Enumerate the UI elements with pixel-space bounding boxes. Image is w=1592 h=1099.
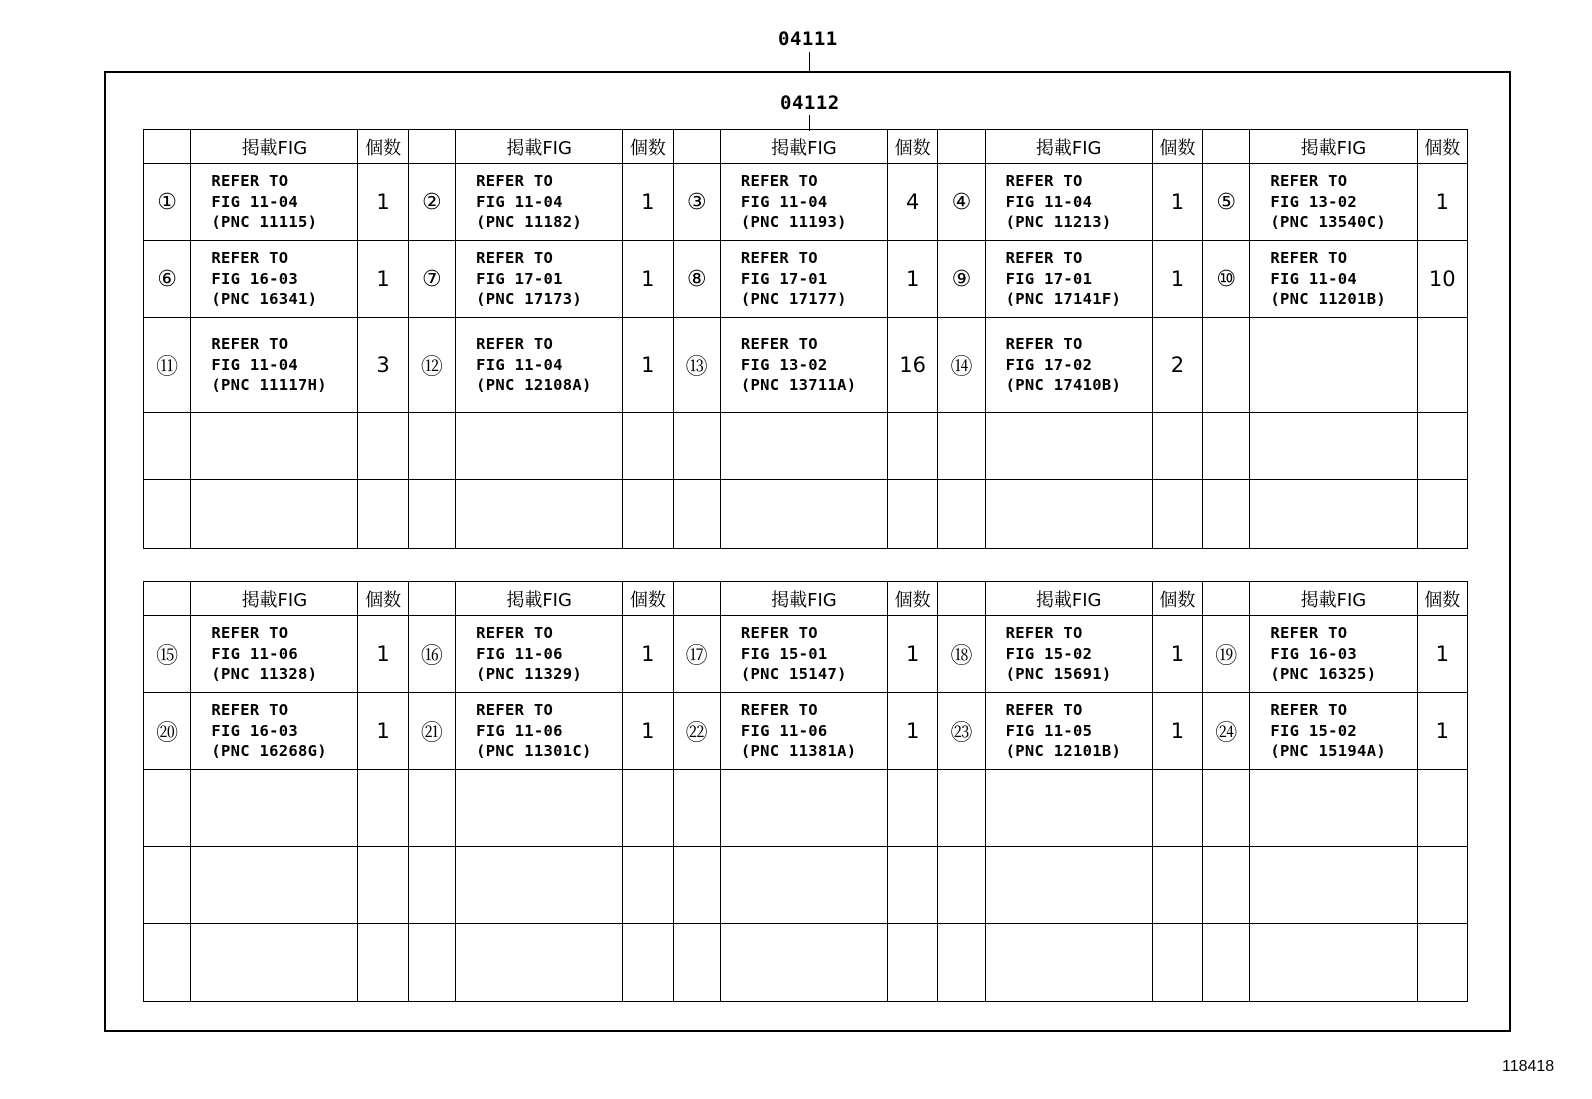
fig-header-cell: 掲載FIG: [985, 130, 1152, 164]
reference-text-line: FIG 11-06: [211, 644, 298, 663]
table-row: [144, 693, 1468, 770]
fig-reference-cell: [720, 241, 887, 318]
fig-reference-cell: [1250, 693, 1417, 770]
number-header-cell: [673, 582, 720, 616]
reference-text-line: (PNC 15147): [740, 665, 847, 684]
reference-text-line: FIG 13-02: [740, 355, 828, 374]
fig-reference-cell: [1250, 847, 1417, 924]
quantity-cell: [887, 924, 937, 1002]
fig-reference-cell: [1250, 164, 1417, 241]
item-number-cell: ⑤: [1203, 164, 1250, 241]
item-number-cell: ④: [938, 164, 985, 241]
quantity-cell: 1: [358, 241, 408, 318]
fig-header-cell: 掲載FIG: [1250, 130, 1417, 164]
item-number-cell: [144, 847, 191, 924]
reference-text-line: FIG 11-04: [211, 355, 298, 374]
item-number-cell: ⑩: [1203, 241, 1250, 318]
document-number: 118418: [1502, 1058, 1555, 1075]
item-number-cell: [673, 480, 720, 549]
reference-text-line: (PNC 17141F): [1005, 290, 1122, 309]
reference-text-line: (PNC 11117H): [211, 376, 327, 395]
reference-text-line: (PNC 16325): [1270, 665, 1377, 684]
fig-reference-cell: [1250, 480, 1417, 549]
reference-text-line: FIG 16-03: [1270, 644, 1358, 663]
fig-reference-cell: [985, 693, 1152, 770]
number-header-cell: [938, 130, 985, 164]
quantity-cell: [1417, 847, 1468, 924]
fig-reference-cell: [1250, 241, 1417, 318]
table-row: [144, 413, 1468, 480]
fig-reference-cell: [985, 318, 1152, 413]
qty-header-cell: 個数: [358, 582, 408, 616]
subassembly-number-label: 04112: [780, 92, 840, 114]
quantity-cell: [1152, 847, 1202, 924]
qty-header-cell: 個数: [623, 130, 673, 164]
reference-text-line: FIG 11-04: [1270, 269, 1358, 288]
number-header-cell: [1203, 130, 1250, 164]
assembly-number-label: 04111: [778, 28, 838, 50]
fig-reference-cell: [720, 318, 887, 413]
fig-reference-cell: [456, 924, 623, 1002]
quantity-cell: [623, 924, 673, 1002]
fig-reference-cell: [1250, 318, 1417, 413]
item-number-cell: [144, 924, 191, 1002]
fig-reference-cell: [191, 693, 358, 770]
reference-text-line: REFER TO: [211, 172, 289, 191]
item-number-cell: [938, 480, 985, 549]
quantity-cell: 1: [623, 241, 673, 318]
fig-reference-cell: [985, 770, 1152, 847]
item-number-cell: ⑪: [144, 318, 191, 413]
quantity-cell: 1: [623, 164, 673, 241]
quantity-cell: [1417, 924, 1468, 1002]
reference-text-line: (PNC 16268G): [211, 742, 327, 761]
fig-reference-cell: [720, 924, 887, 1002]
fig-header-cell: 掲載FIG: [1250, 582, 1417, 616]
fig-reference-cell: [191, 847, 358, 924]
fig-reference-cell: [985, 616, 1152, 693]
fig-reference-cell: [720, 413, 887, 480]
item-number-cell: ⑮: [144, 616, 191, 693]
quantity-cell: 1: [1417, 164, 1468, 241]
item-number-cell: [673, 924, 720, 1002]
reference-text-line: REFER TO: [1270, 624, 1348, 643]
reference-text-line: (PNC 12101B): [1005, 742, 1122, 761]
fig-header-cell: 掲載FIG: [720, 130, 887, 164]
reference-text-line: (PNC 17177): [740, 290, 847, 309]
table-header-row: [144, 582, 1468, 616]
item-number-cell: ⑰: [673, 616, 720, 693]
reference-text-line: FIG 15-01: [740, 644, 828, 663]
fig-reference-cell: [191, 616, 358, 693]
reference-text-line: FIG 11-04: [740, 192, 828, 211]
quantity-cell: 1: [1417, 616, 1468, 693]
quantity-cell: [358, 770, 408, 847]
reference-text-line: REFER TO: [211, 624, 289, 643]
reference-text-line: REFER TO: [740, 335, 818, 354]
table-row: [144, 241, 1468, 318]
fig-reference-cell: [456, 847, 623, 924]
reference-text-line: FIG 15-02: [1270, 721, 1358, 740]
quantity-cell: [1417, 770, 1468, 847]
item-number-cell: [408, 847, 455, 924]
item-number-cell: [673, 413, 720, 480]
reference-text-line: (PNC 15194A): [1270, 742, 1386, 761]
quantity-cell: 16: [887, 318, 937, 413]
reference-text-line: REFER TO: [740, 701, 818, 720]
item-number-cell: ⑧: [673, 241, 720, 318]
fig-reference-cell: [456, 693, 623, 770]
qty-header-cell: 個数: [623, 582, 673, 616]
item-number-cell: ⑯: [408, 616, 455, 693]
fig-reference-cell: [456, 318, 623, 413]
quantity-cell: 1: [1152, 616, 1202, 693]
reference-text-line: REFER TO: [211, 335, 289, 354]
fig-reference-cell: [191, 924, 358, 1002]
quantity-cell: 1: [623, 318, 673, 413]
qty-header-cell: 個数: [1417, 582, 1468, 616]
reference-text-line: (PNC 11301C): [476, 742, 592, 761]
reference-text-line: FIG 11-05: [1005, 721, 1093, 740]
table-row: [144, 480, 1468, 549]
item-number-cell: [673, 770, 720, 847]
reference-text-line: (PNC 11201B): [1270, 290, 1386, 309]
reference-text-line: FIG 17-01: [1005, 269, 1093, 288]
item-number-cell: [1203, 480, 1250, 549]
reference-text-line: FIG 11-04: [1005, 192, 1093, 211]
fig-reference-cell: [191, 241, 358, 318]
quantity-cell: 1: [887, 616, 937, 693]
item-number-cell: [938, 770, 985, 847]
reference-text-line: REFER TO: [1005, 701, 1083, 720]
reference-text-line: REFER TO: [211, 701, 289, 720]
item-number-cell: [408, 770, 455, 847]
fig-reference-cell: [456, 164, 623, 241]
item-number-cell: [408, 413, 455, 480]
qty-header-cell: 個数: [358, 130, 408, 164]
quantity-cell: 1: [1417, 693, 1468, 770]
item-number-cell: [938, 413, 985, 480]
fig-reference-cell: [985, 480, 1152, 549]
leader-line: [809, 52, 810, 72]
fig-reference-cell: [191, 318, 358, 413]
fig-reference-cell: [720, 847, 887, 924]
reference-text-line: REFER TO: [1270, 249, 1348, 268]
fig-reference-cell: [456, 413, 623, 480]
fig-reference-cell: [456, 616, 623, 693]
item-number-cell: ⑦: [408, 241, 455, 318]
item-number-cell: [1203, 318, 1250, 413]
reference-text-line: REFER TO: [476, 249, 554, 268]
table-row: [144, 164, 1468, 241]
item-number-cell: [1203, 413, 1250, 480]
table-row: [144, 924, 1468, 1002]
fig-header-cell: 掲載FIG: [456, 582, 623, 616]
fig-reference-cell: [456, 480, 623, 549]
reference-text-line: FIG 17-02: [1005, 355, 1093, 374]
quantity-cell: 1: [623, 616, 673, 693]
reference-text-line: REFER TO: [476, 701, 554, 720]
reference-table-lower: [143, 581, 1468, 1002]
reference-text-line: (PNC 12108A): [476, 376, 592, 395]
fig-reference-cell: [720, 164, 887, 241]
reference-text-line: REFER TO: [1005, 249, 1083, 268]
item-number-cell: [1203, 770, 1250, 847]
table-row: [144, 616, 1468, 693]
reference-text-line: FIG 11-06: [476, 721, 563, 740]
quantity-cell: 1: [887, 241, 937, 318]
table-header-row: [144, 130, 1468, 164]
qty-header-cell: 個数: [887, 582, 937, 616]
item-number-cell: ㉑: [408, 693, 455, 770]
qty-header-cell: 個数: [1417, 130, 1468, 164]
fig-reference-cell: [456, 770, 623, 847]
quantity-cell: [1152, 480, 1202, 549]
quantity-cell: [1152, 413, 1202, 480]
reference-text-line: FIG 11-06: [740, 721, 828, 740]
reference-text-line: FIG 16-03: [211, 269, 298, 288]
fig-reference-cell: [985, 924, 1152, 1002]
item-number-cell: [673, 847, 720, 924]
number-header-cell: [408, 582, 455, 616]
fig-reference-cell: [191, 164, 358, 241]
fig-reference-cell: [191, 770, 358, 847]
fig-reference-cell: [720, 770, 887, 847]
item-number-cell: ㉔: [1203, 693, 1250, 770]
item-number-cell: [1203, 924, 1250, 1002]
quantity-cell: [1152, 770, 1202, 847]
quantity-cell: 1: [623, 693, 673, 770]
quantity-cell: [1417, 318, 1468, 413]
quantity-cell: 4: [887, 164, 937, 241]
fig-header-cell: 掲載FIG: [720, 582, 887, 616]
reference-text-line: (PNC 11115): [211, 213, 318, 232]
fig-reference-cell: [720, 480, 887, 549]
table-row: [144, 770, 1468, 847]
reference-text-line: FIG 11-06: [476, 644, 563, 663]
fig-reference-cell: [1250, 413, 1417, 480]
fig-reference-cell: [985, 413, 1152, 480]
item-number-cell: ⑲: [1203, 616, 1250, 693]
quantity-cell: [1417, 480, 1468, 549]
fig-reference-cell: [191, 413, 358, 480]
reference-text-line: FIG 17-01: [740, 269, 828, 288]
fig-header-cell: 掲載FIG: [985, 582, 1152, 616]
quantity-cell: [1417, 413, 1468, 480]
quantity-cell: [623, 847, 673, 924]
item-number-cell: ⑳: [144, 693, 191, 770]
fig-reference-cell: [1250, 616, 1417, 693]
quantity-cell: [358, 847, 408, 924]
quantity-cell: [887, 847, 937, 924]
number-header-cell: [673, 130, 720, 164]
item-number-cell: [1203, 847, 1250, 924]
quantity-cell: [623, 480, 673, 549]
reference-text-line: REFER TO: [740, 624, 818, 643]
reference-text-line: REFER TO: [1005, 624, 1083, 643]
fig-header-cell: 掲載FIG: [191, 582, 358, 616]
reference-text-line: FIG 15-02: [1005, 644, 1093, 663]
reference-text-line: FIG 11-04: [211, 192, 298, 211]
reference-text-line: (PNC 11193): [740, 213, 847, 232]
fig-reference-cell: [985, 164, 1152, 241]
reference-text-line: REFER TO: [476, 172, 554, 191]
reference-text-line: (PNC 17410B): [1005, 376, 1122, 395]
item-number-cell: [144, 770, 191, 847]
reference-text-line: REFER TO: [211, 249, 289, 268]
reference-text-line: (PNC 11328): [211, 665, 318, 684]
reference-text-line: FIG 13-02: [1270, 192, 1358, 211]
reference-text-line: (PNC 11213): [1005, 213, 1112, 232]
reference-text-line: (PNC 15691): [1005, 665, 1112, 684]
number-header-cell: [938, 582, 985, 616]
item-number-cell: [144, 480, 191, 549]
item-number-cell: ㉓: [938, 693, 985, 770]
qty-header-cell: 個数: [1152, 130, 1202, 164]
reference-text-line: REFER TO: [1270, 701, 1348, 720]
reference-text-line: (PNC 11182): [476, 213, 583, 232]
reference-text-line: (PNC 17173): [476, 290, 583, 309]
item-number-cell: [144, 413, 191, 480]
number-header-cell: [144, 130, 191, 164]
fig-reference-cell: [985, 847, 1152, 924]
reference-text-line: (PNC 13540C): [1270, 213, 1386, 232]
number-header-cell: [1203, 582, 1250, 616]
table-row: [144, 318, 1468, 413]
reference-text-line: (PNC 13711A): [740, 376, 857, 395]
item-number-cell: ⑥: [144, 241, 191, 318]
reference-text-line: REFER TO: [740, 249, 818, 268]
item-number-cell: ⑫: [408, 318, 455, 413]
fig-header-cell: 掲載FIG: [456, 130, 623, 164]
item-number-cell: ⑨: [938, 241, 985, 318]
item-number-cell: [408, 924, 455, 1002]
reference-text-line: FIG 11-04: [476, 192, 563, 211]
quantity-cell: [358, 413, 408, 480]
quantity-cell: [358, 480, 408, 549]
reference-text-line: FIG 17-01: [476, 269, 563, 288]
fig-reference-cell: [720, 616, 887, 693]
item-number-cell: ③: [673, 164, 720, 241]
item-number-cell: [938, 847, 985, 924]
quantity-cell: 1: [1152, 241, 1202, 318]
reference-text-line: FIG 11-04: [476, 355, 563, 374]
quantity-cell: 2: [1152, 318, 1202, 413]
quantity-cell: 10: [1417, 241, 1468, 318]
reference-table-upper: [143, 129, 1468, 549]
number-header-cell: [408, 130, 455, 164]
number-header-cell: [144, 582, 191, 616]
reference-text-line: REFER TO: [476, 335, 554, 354]
quantity-cell: [623, 413, 673, 480]
quantity-cell: [887, 480, 937, 549]
item-number-cell: ⑬: [673, 318, 720, 413]
quantity-cell: [623, 770, 673, 847]
reference-text-line: REFER TO: [1270, 172, 1348, 191]
qty-header-cell: 個数: [887, 130, 937, 164]
quantity-cell: [1152, 924, 1202, 1002]
fig-reference-cell: [1250, 770, 1417, 847]
quantity-cell: 1: [358, 616, 408, 693]
reference-text-line: (PNC 11381A): [740, 742, 857, 761]
quantity-cell: [887, 413, 937, 480]
quantity-cell: 1: [1152, 693, 1202, 770]
item-number-cell: ②: [408, 164, 455, 241]
reference-text-line: (PNC 11329): [476, 665, 583, 684]
reference-text-line: FIG 16-03: [211, 721, 298, 740]
quantity-cell: 1: [1152, 164, 1202, 241]
quantity-cell: 1: [358, 693, 408, 770]
reference-text-line: (PNC 16341): [211, 290, 318, 309]
item-number-cell: ⑭: [938, 318, 985, 413]
reference-text-line: REFER TO: [740, 172, 818, 191]
reference-text-line: REFER TO: [476, 624, 554, 643]
fig-reference-cell: [456, 241, 623, 318]
fig-reference-cell: [985, 241, 1152, 318]
item-number-cell: ⑱: [938, 616, 985, 693]
reference-text-line: REFER TO: [1005, 172, 1083, 191]
item-number-cell: ①: [144, 164, 191, 241]
quantity-cell: 1: [887, 693, 937, 770]
item-number-cell: [408, 480, 455, 549]
fig-reference-cell: [1250, 924, 1417, 1002]
quantity-cell: 1: [358, 164, 408, 241]
item-number-cell: [938, 924, 985, 1002]
fig-header-cell: 掲載FIG: [191, 130, 358, 164]
quantity-cell: [887, 770, 937, 847]
quantity-cell: 3: [358, 318, 408, 413]
table-row: [144, 847, 1468, 924]
quantity-cell: [358, 924, 408, 1002]
fig-reference-cell: [720, 693, 887, 770]
reference-text-line: REFER TO: [1005, 335, 1083, 354]
fig-reference-cell: [191, 480, 358, 549]
qty-header-cell: 個数: [1152, 582, 1202, 616]
item-number-cell: ㉒: [673, 693, 720, 770]
